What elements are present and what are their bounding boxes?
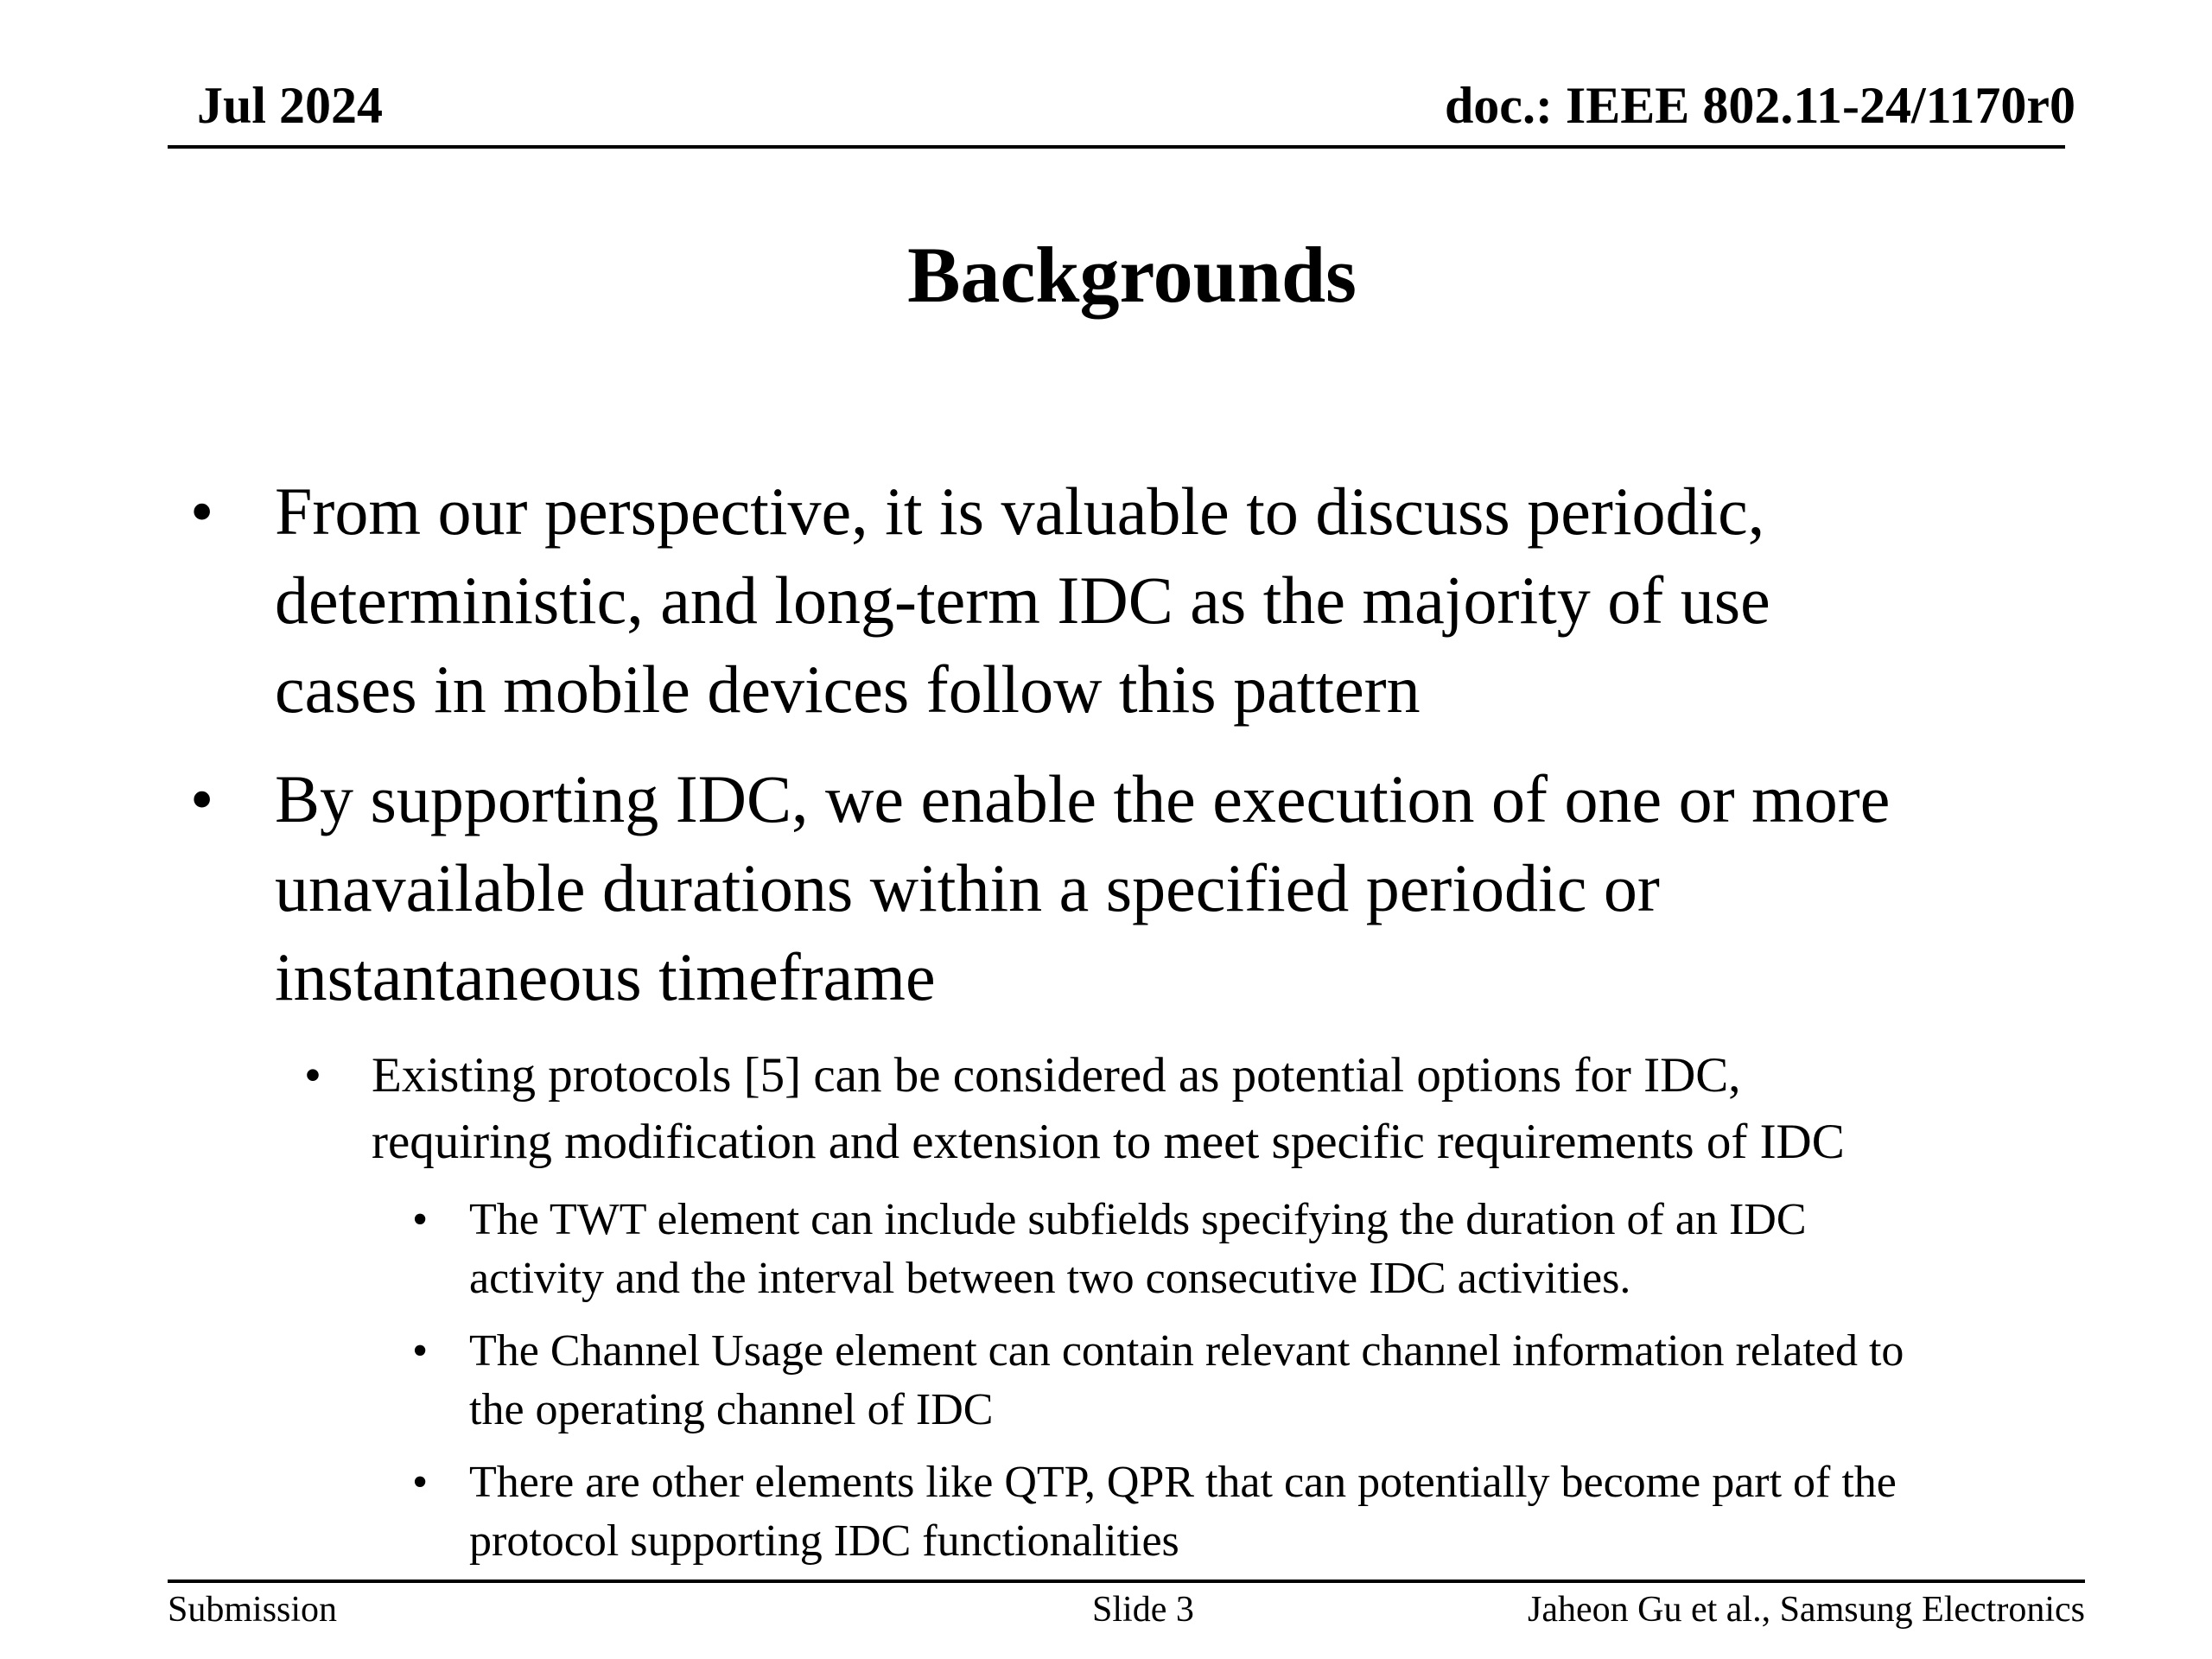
bullet-text-line: protocol supporting IDC functionalities bbox=[469, 1516, 1179, 1566]
header-doc-id: doc.: IEEE 802.11-24/1170r0 bbox=[1444, 77, 2075, 134]
bullet-text-line: The TWT element can include subfields specifying the duration of an IDC bbox=[469, 1195, 1807, 1244]
bullet-text-line: cases in mobile devices follow this pattern bbox=[275, 652, 1421, 727]
bullet-text-line: By supporting IDC, we enable the execution of one or more bbox=[275, 761, 1891, 836]
bullet-item-level2 bbox=[0, 1042, 2212, 1175]
header-divider bbox=[168, 145, 2065, 149]
bullet-item-level3 bbox=[0, 1322, 2212, 1440]
bullet-item-level3 bbox=[0, 1191, 2212, 1308]
header-date: Jul 2024 bbox=[197, 77, 384, 134]
bullet-text-line: unavailable durations within a specified periodic or bbox=[275, 850, 1660, 925]
bullet-icon: • bbox=[412, 1195, 429, 1244]
bullet-text-line: the operating channel of IDC bbox=[469, 1385, 994, 1434]
bullet-text-line: There are other elements like QTP, QPR that can potentially become part of the bbox=[469, 1458, 1897, 1507]
footer-slide-number: Slide 3 bbox=[1092, 1590, 1194, 1630]
bullet-icon: • bbox=[190, 474, 214, 549]
bullet-text-line: instantaneous timeframe bbox=[275, 939, 936, 1014]
bullet-text-line: The Channel Usage element can contain relevant channel information related to bbox=[469, 1326, 1904, 1376]
bullet-text-line: requiring modification and extension to meet specific requirements of IDC bbox=[372, 1115, 1845, 1169]
footer-author: Jaheon Gu et al., Samsung Electronics bbox=[1527, 1590, 2085, 1630]
bullet-text-line: activity and the interval between two consecutive IDC activities. bbox=[469, 1254, 1631, 1303]
slide-body bbox=[0, 467, 2212, 1585]
footer-divider bbox=[168, 1580, 2085, 1583]
bullet-icon: • bbox=[412, 1326, 429, 1376]
bullet-icon: • bbox=[304, 1048, 321, 1103]
bullet-text-line: From our perspective, it is valuable to discuss periodic, bbox=[275, 474, 1765, 549]
bullet-text-line: deterministic, and long-term IDC as the majority of use bbox=[275, 563, 1770, 638]
footer-submission: Submission bbox=[168, 1590, 338, 1630]
bullet-text-line: Existing protocols [5] can be considered as potential options for IDC, bbox=[372, 1048, 1741, 1103]
bullet-icon: • bbox=[412, 1458, 429, 1507]
slide-title: Backgrounds bbox=[907, 231, 1357, 319]
bullet-item-level1 bbox=[0, 754, 2212, 1021]
bullet-item-level1 bbox=[0, 467, 2212, 734]
bullet-icon: • bbox=[190, 761, 214, 836]
bullet-item-level3 bbox=[0, 1453, 2212, 1571]
